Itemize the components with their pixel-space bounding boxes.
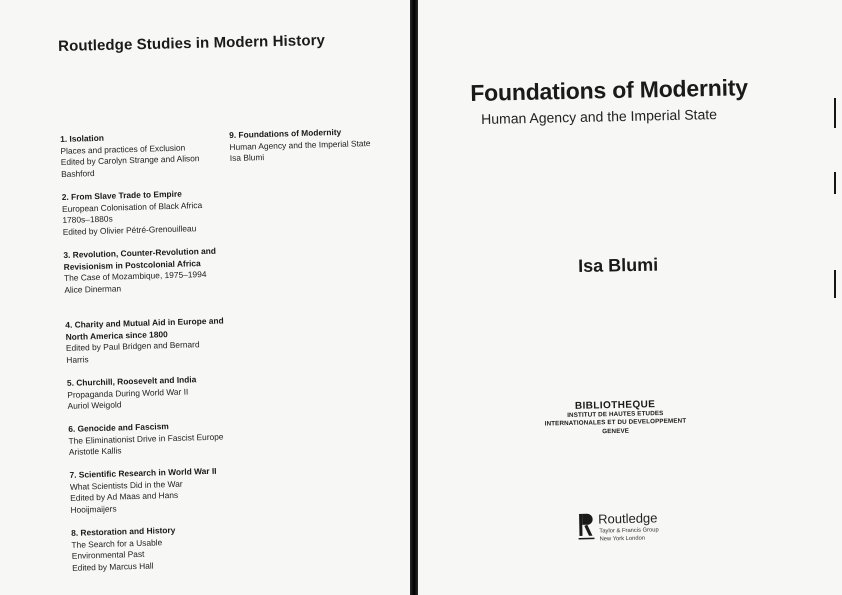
series-entry-8 [71,523,247,574]
library-stamp [535,398,696,438]
entry-line: European Colonisation of Black Africa [61,199,203,214]
entry-line: Hooijmaijers [70,503,117,515]
book-author: Isa Blumi [578,254,659,276]
entry-title: 2. From Slave Trade to Empire [61,188,182,202]
series-entry-6 [68,419,244,459]
entry-line: 1780s–1880s [62,213,113,226]
entry-line: Edited by Ad Maas and Hans [70,490,179,504]
series-entry-9 [229,125,405,165]
page-edge-mark [834,98,836,128]
entry-line: Human Agency and the Imperial State [229,137,371,152]
series-entry-7 [69,465,245,516]
book-title: Foundations of Modernity [470,74,749,106]
publisher-imprint [578,509,699,548]
entry-line: The Eliminationist Drive in Fascist Europe [68,431,224,446]
entry-line: Edited by Olivier Pétré-Grenouilleau [62,223,197,237]
book-subtitle: Human Agency and the Imperial State [481,106,718,127]
left-page [0,0,410,595]
entry-title: 1. Isolation [60,132,105,144]
library-line: GENEVE [602,427,630,436]
entry-line: Environmental Past [71,548,145,562]
page-edge-mark [834,172,836,194]
series-entry-4 [65,315,241,366]
page-edge-mark [834,270,836,298]
series-title: Routledge Studies in Modern History [58,31,326,55]
series-list-column-right [229,125,405,165]
series-list-column-left [60,129,235,573]
series-entry-3 [63,245,239,296]
entry-line: Aristotle Kallis [68,445,122,458]
entry-line: The Case of Mozambique, 1975–1994 [63,269,207,284]
publisher-group: Taylor & Francis Group [599,527,659,535]
entry-title: 5. Churchill, Roosevelt and India [66,374,197,388]
series-entry-5 [67,373,243,413]
entry-title: 3. Revolution, Counter-Revolution and Revisionism in Postcolonial Africa [63,245,217,272]
entry-title: 8. Restoration and History [71,524,176,538]
entry-title: 6. Genocide and Fascism [68,421,169,434]
entry-line: Propaganda During World War II [67,386,189,400]
library-name: BIBLIOTHEQUE [574,399,656,412]
entry-line: Alice Dinerman [64,283,122,295]
publisher-location: New York London [599,535,646,543]
entry-line: Isa Blumi [229,152,265,164]
book-gutter [410,0,418,595]
entry-line: Places and practices of Exclusion [60,142,186,156]
series-entry-2 [62,187,238,238]
entry-line: The Search for a Usable [71,536,163,550]
entry-line: Edited by Marcus Hall [71,560,154,573]
entry-title: 9. Foundations of Modernity [229,126,342,140]
library-line: INTERNATIONALES ET DU DEVELOPPEMENT [544,417,687,428]
entry-line: Auriol Weigold [67,399,122,412]
entry-title: 7. Scientific Research in World War II [69,465,217,480]
entry-line: Bashford [60,167,95,179]
publisher-name: Routledge [597,510,658,527]
entry-title: 4. Charity and Mutual Aid in Europe and North America since 1800 [65,315,224,342]
entry-line: What Scientists Did in the War [69,478,183,492]
series-entry-1 [60,129,236,180]
entry-line: Edited by Carolyn Strange and Alison [60,153,200,168]
entry-line: Edited by Paul Bridgen and Bernard [65,339,200,354]
publisher-logo-icon [578,512,595,546]
entry-line: Harris [66,354,89,365]
library-line: INSTITUT DE HAUTES ETUDES [567,409,664,420]
